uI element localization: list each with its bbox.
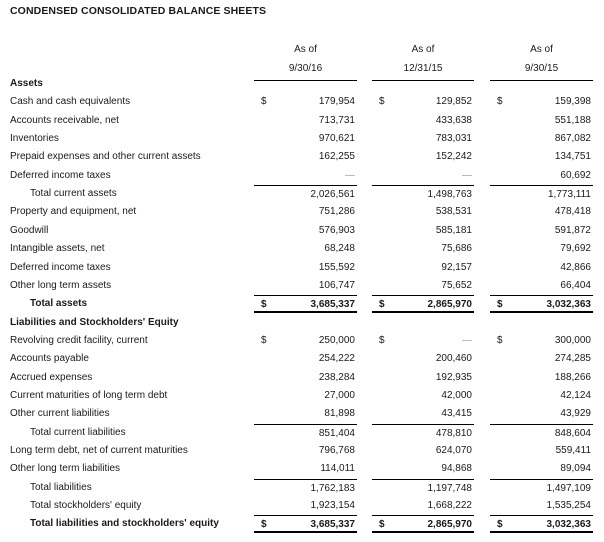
value-cell (254, 515, 357, 533)
cell-value: 1,197,748 (427, 483, 472, 494)
value-cell (372, 442, 474, 460)
value-cell (490, 185, 593, 203)
value-cell (372, 405, 474, 423)
cell-value: 42,000 (441, 390, 472, 401)
cell-value: 68,248 (324, 243, 355, 254)
value-cell (490, 167, 593, 185)
value-cell (254, 222, 357, 240)
value-cell (372, 350, 474, 368)
currency-symbol: $ (261, 96, 267, 107)
value-cell (254, 277, 357, 295)
cell-value: 2,865,970 (427, 519, 472, 530)
currency-symbol: $ (379, 299, 385, 310)
cell-value: 851,404 (318, 428, 355, 439)
row-label: Deferred income taxes (10, 262, 111, 273)
table-row (0, 460, 604, 478)
cell-value: 162,255 (318, 151, 355, 162)
cell-value: 94,868 (441, 463, 472, 474)
cell-value: 155,592 (318, 262, 355, 273)
cell-value: 538,531 (435, 206, 472, 217)
cell-value: 81,898 (324, 408, 355, 419)
value-cell (254, 240, 357, 258)
column-header-line1: As of (530, 44, 553, 55)
value-cell (254, 130, 357, 148)
value-cell (254, 259, 357, 277)
row-label: Accrued expenses (10, 372, 93, 383)
row-label: Total liabilities and stockholders' equity (30, 518, 219, 529)
value-cell (372, 369, 474, 387)
value-cell (372, 387, 474, 405)
value-cell (254, 387, 357, 405)
cell-value: 551,188 (554, 115, 591, 126)
value-cell (490, 405, 593, 423)
cell-value: 250,000 (318, 335, 355, 346)
cell-value: 179,954 (318, 96, 355, 107)
cell-value: — (462, 170, 472, 181)
cell-value: 159,398 (554, 96, 591, 107)
cell-value: 106,747 (318, 280, 355, 291)
currency-symbol: $ (497, 96, 503, 107)
currency-symbol: $ (379, 96, 385, 107)
value-cell (490, 240, 593, 258)
cell-value: 970,621 (318, 133, 355, 144)
value-cell (372, 332, 474, 350)
value-cell (372, 167, 474, 185)
value-cell (254, 479, 357, 497)
value-cell (372, 277, 474, 295)
cell-value: 79,692 (560, 243, 591, 254)
value-cell (372, 479, 474, 497)
cell-value: 300,000 (554, 335, 591, 346)
column-header-date: 9/30/16 (254, 59, 357, 81)
value-cell (490, 277, 593, 295)
value-cell (372, 259, 474, 277)
row-label: Total stockholders' equity (30, 500, 142, 511)
page-title: CONDENSED CONSOLIDATED BALANCE SHEETS (10, 5, 267, 17)
value-cell (254, 460, 357, 478)
total-row (0, 295, 604, 313)
cell-value: 576,903 (318, 225, 355, 236)
section-header (0, 75, 604, 93)
value-cell (254, 497, 357, 515)
table-row (0, 148, 604, 166)
cell-value: 274,285 (554, 353, 591, 364)
value-cell (490, 148, 593, 166)
value-cell (490, 515, 593, 533)
row-label: Total assets (30, 298, 88, 309)
cell-value: 3,685,337 (310, 299, 355, 310)
value-cell (372, 93, 474, 111)
row-label: Total current assets (30, 188, 117, 199)
value-cell (490, 222, 593, 240)
table-row (0, 424, 604, 442)
cell-value: 60,692 (560, 170, 591, 181)
cell-value: 254,222 (318, 353, 355, 364)
cell-value: 1,498,763 (427, 189, 472, 200)
cell-value: 42,866 (560, 262, 591, 273)
value-cell (372, 112, 474, 130)
row-label: Long term debt, net of current maturities (10, 445, 188, 456)
value-cell (372, 203, 474, 221)
value-cell (490, 442, 593, 460)
table-row (0, 130, 604, 148)
row-label: Intangible assets, net (10, 243, 105, 254)
cell-value: 624,070 (435, 445, 472, 456)
row-label: Liabilities and Stockholders' Equity (10, 317, 179, 328)
value-cell (254, 203, 357, 221)
row-label: Revolving credit facility, current (10, 335, 148, 346)
table-row (0, 240, 604, 258)
cell-value: — (462, 335, 472, 346)
currency-symbol: $ (497, 299, 503, 310)
column-header-date: 12/31/15 (372, 59, 474, 81)
table-row (0, 369, 604, 387)
cell-value: 43,415 (441, 408, 472, 419)
cell-value: 200,460 (435, 353, 472, 364)
row-label: Assets (10, 78, 43, 89)
table-row (0, 203, 604, 221)
value-cell (254, 424, 357, 442)
row-label: Prepaid expenses and other current assets (10, 151, 201, 162)
cell-value: 478,418 (554, 206, 591, 217)
row-label: Total current liabilities (30, 427, 126, 438)
value-cell (254, 332, 357, 350)
column-header-date: 9/30/15 (490, 59, 593, 81)
currency-symbol: $ (379, 519, 385, 530)
value-cell (372, 460, 474, 478)
cell-value: 75,686 (441, 243, 472, 254)
table-row (0, 497, 604, 515)
cell-value: 89,094 (560, 463, 591, 474)
row-label: Deferred income taxes (10, 170, 111, 181)
cell-value: 2,865,970 (427, 299, 472, 310)
cell-value: 238,284 (318, 372, 355, 383)
row-label: Goodwill (10, 225, 49, 236)
value-cell (372, 295, 474, 313)
cell-value: 114,011 (320, 463, 355, 474)
value-cell (372, 148, 474, 166)
value-cell (490, 259, 593, 277)
row-label: Total liabilities (30, 482, 92, 493)
cell-value: 2,026,561 (310, 189, 355, 200)
table-row (0, 387, 604, 405)
cell-value: 1,773,111 (547, 189, 591, 200)
value-cell (490, 460, 593, 478)
table-row (0, 350, 604, 368)
value-cell (490, 203, 593, 221)
cell-value: 1,497,109 (546, 483, 591, 494)
cell-value: — (345, 170, 355, 181)
cell-value: 42,124 (560, 390, 591, 401)
table-row (0, 167, 604, 185)
cell-value: 129,852 (435, 96, 472, 107)
currency-symbol: $ (261, 299, 267, 310)
row-label: Current maturities of long term debt (10, 390, 168, 401)
cell-value: 1,762,183 (310, 483, 355, 494)
currency-symbol: $ (497, 335, 503, 346)
cell-value: 192,935 (435, 372, 472, 383)
cell-value: 1,535,254 (546, 500, 591, 511)
cell-value: 796,768 (318, 445, 355, 456)
currency-symbol: $ (261, 335, 267, 346)
value-cell (490, 424, 593, 442)
row-label: Other current liabilities (10, 408, 110, 419)
value-cell (490, 350, 593, 368)
value-cell (372, 515, 474, 533)
value-cell (254, 405, 357, 423)
row-label: Property and equipment, net (10, 206, 137, 217)
table-row (0, 93, 604, 111)
table-row (0, 259, 604, 277)
cell-value: 188,266 (554, 372, 591, 383)
value-cell (254, 185, 357, 203)
cell-value: 75,652 (441, 280, 472, 291)
currency-symbol: $ (261, 519, 267, 530)
cell-value: 152,242 (435, 151, 472, 162)
value-cell (372, 497, 474, 515)
table-row (0, 442, 604, 460)
value-cell (372, 130, 474, 148)
cell-value: 585,181 (435, 225, 472, 236)
value-cell (490, 295, 593, 313)
cell-value: 848,604 (554, 428, 591, 439)
cell-value: 783,031 (435, 133, 472, 144)
cell-value: 433,638 (435, 115, 472, 126)
row-label: Other long term assets (10, 280, 112, 291)
total-row (0, 515, 604, 533)
cell-value: 66,404 (560, 280, 591, 291)
value-cell (490, 479, 593, 497)
value-cell (254, 369, 357, 387)
currency-symbol: $ (379, 335, 385, 346)
row-label: Inventories (10, 133, 59, 144)
value-cell (372, 424, 474, 442)
column-header-line1: As of (294, 44, 317, 55)
cell-value: 27,000 (324, 390, 355, 401)
cell-value: 92,157 (441, 262, 472, 273)
value-cell (372, 222, 474, 240)
table-row (0, 222, 604, 240)
cell-value: 3,032,363 (546, 299, 591, 310)
cell-value: 713,731 (318, 115, 355, 126)
value-cell (254, 442, 357, 460)
cell-value: 134,751 (554, 151, 591, 162)
cell-value: 3,685,337 (310, 519, 355, 530)
value-cell (254, 295, 357, 313)
cell-value: 1,923,154 (310, 500, 355, 511)
cell-value: 1,668,222 (427, 500, 472, 511)
cell-value: 867,082 (554, 133, 591, 144)
value-cell (490, 93, 593, 111)
value-cell (490, 112, 593, 130)
table-row (0, 479, 604, 497)
row-label: Accounts receivable, net (10, 115, 119, 126)
row-label: Accounts payable (10, 353, 89, 364)
cell-value: 43,929 (560, 408, 591, 419)
row-label: Other long term liabilities (10, 463, 121, 474)
table-row (0, 185, 604, 203)
value-cell (254, 93, 357, 111)
row-label: Cash and cash equivalents (10, 96, 131, 107)
value-cell (490, 369, 593, 387)
value-cell (372, 240, 474, 258)
cell-value: 559,411 (555, 445, 591, 456)
table-row (0, 405, 604, 423)
table-row (0, 112, 604, 130)
value-cell (254, 350, 357, 368)
currency-symbol: $ (497, 519, 503, 530)
table-row (0, 332, 604, 350)
section-header (0, 314, 604, 332)
value-cell (490, 130, 593, 148)
value-cell (490, 497, 593, 515)
cell-value: 591,872 (554, 225, 591, 236)
value-cell (490, 332, 593, 350)
cell-value: 3,032,363 (546, 519, 591, 530)
value-cell (254, 167, 357, 185)
value-cell (254, 112, 357, 130)
value-cell (490, 387, 593, 405)
value-cell (372, 185, 474, 203)
value-cell (254, 148, 357, 166)
cell-value: 751,286 (318, 206, 355, 217)
cell-value: 478,810 (435, 428, 472, 439)
table-row (0, 277, 604, 295)
column-header-line1: As of (411, 44, 435, 55)
